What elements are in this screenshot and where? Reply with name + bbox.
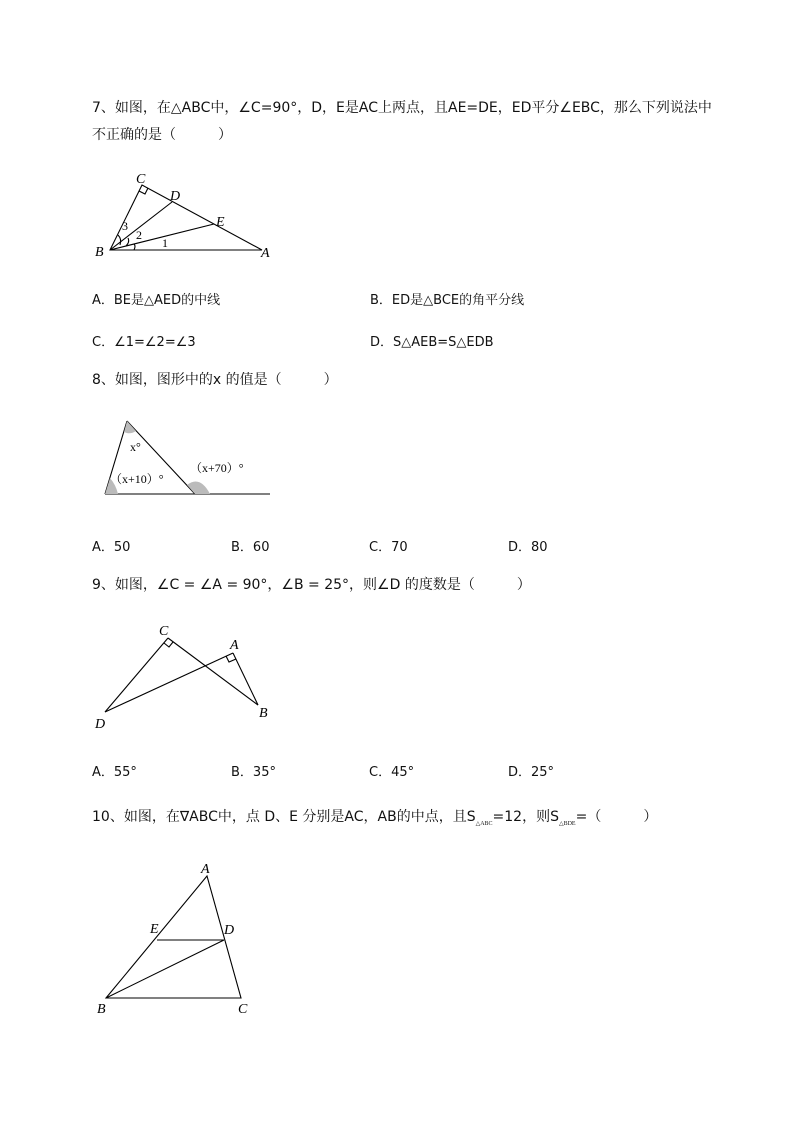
q9-right-angle-mark-c — [164, 642, 173, 647]
q10-label-A: A — [201, 862, 210, 877]
q10-subscript-bde: △BDE — [558, 820, 576, 827]
q9-label-A: A — [230, 638, 239, 653]
q9-label-C: C — [159, 624, 169, 639]
q9-stem: 9、如图，∠C = ∠A = 90°，∠B = 25°，则∠D 的度数是（ ） — [92, 577, 531, 593]
q7-label-A: A — [261, 246, 270, 261]
q7-option-b[interactable]: B．ED是△BCE的角平分线 — [370, 293, 525, 308]
q7-triangle — [110, 185, 262, 250]
q8-option-d[interactable]: D．80 — [508, 540, 548, 555]
q10-subscript-abc: △ABC — [475, 820, 493, 827]
q9-label-B: B — [259, 706, 268, 721]
q10-label-D: D — [224, 923, 235, 938]
q10-stem — [92, 806, 657, 835]
q10-stem-pre: 10、如图，在∇ABC中，点 D、E 分别是AC，AB的中点，且S — [92, 809, 476, 825]
q10-segment-BD — [106, 940, 224, 998]
q7-figure — [90, 168, 290, 263]
q7-stem-line2: 不正确的是（ ） — [92, 127, 232, 143]
q10-label-E: E — [150, 922, 159, 937]
q10-label-C: C — [238, 1002, 248, 1017]
q7-label-D: D — [170, 189, 181, 204]
q7-label-B: B — [95, 245, 104, 260]
q10-stem-mid: =12，则S — [492, 809, 559, 825]
q9-label-D: D — [95, 717, 106, 732]
q10-figure — [92, 860, 262, 1020]
q7-option-c[interactable]: C．∠1=∠2=∠3 — [92, 335, 196, 350]
q7-angle-3: 3 — [122, 219, 128, 233]
q8-option-b[interactable]: B．60 — [231, 540, 270, 555]
q9-segment-DA — [105, 653, 233, 712]
q9-option-c[interactable]: C．45° — [369, 765, 415, 780]
q7-option-d[interactable]: D．S△AEB=S△EDB — [370, 335, 494, 350]
q8-stem: 8、如图，图形中的x 的值是（ ） — [92, 372, 338, 388]
q9-option-a[interactable]: A．55° — [92, 765, 137, 780]
q7-angle-arc — [126, 238, 129, 246]
q9-option-d[interactable]: D．25° — [508, 765, 555, 780]
q9-segment-DC — [105, 638, 168, 712]
q8-label-left-angle: （x+10）° — [110, 472, 164, 486]
q7-angle-1: 1 — [162, 236, 168, 250]
q8-option-c[interactable]: C．70 — [369, 540, 408, 555]
q10-triangle — [106, 876, 241, 998]
q8-label-exterior-angle: （x+70）° — [190, 461, 244, 475]
q7-stem-line1: 7、如图，在△ABC中，∠C=90°，D，E是AC上两点，且AE=DE，ED平分∠EBC，那么下列说法中 — [92, 100, 712, 116]
q9-segment-CB — [168, 638, 258, 705]
q10-stem-post: =（ ） — [575, 809, 658, 825]
q10-label-B: B — [97, 1002, 106, 1017]
q9-segment-AB — [233, 653, 258, 705]
q7-option-a[interactable]: A．BE是△AED的中线 — [92, 293, 221, 308]
q8-figure — [100, 415, 275, 500]
q9-figure — [92, 620, 282, 735]
q7-angle-2: 2 — [136, 228, 142, 242]
q8-label-top-angle: x° — [130, 440, 141, 454]
q7-label-C: C — [136, 172, 146, 187]
q8-angle-top-fill — [124, 421, 136, 433]
q7-label-E: E — [216, 215, 225, 230]
q8-exterior-angle-fill — [187, 482, 210, 494]
q9-option-b[interactable]: B．35° — [231, 765, 276, 780]
q7-angle-arc — [134, 244, 135, 250]
q8-option-a[interactable]: A．50 — [92, 540, 131, 555]
